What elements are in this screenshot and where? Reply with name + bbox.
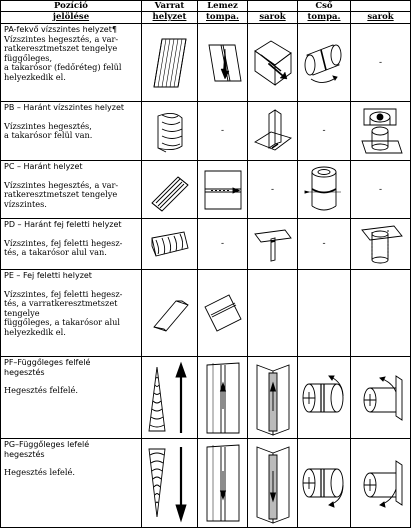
row-pb-plate-butt-dash: - bbox=[198, 102, 248, 161]
row-pe-pipe-butt-blank bbox=[298, 270, 351, 357]
row-pc-pipe-butt-icon bbox=[298, 161, 351, 219]
row-pf-pipe-butt-icon bbox=[298, 357, 351, 439]
row-pf-title-2: hegesztés bbox=[4, 367, 45, 377]
row-pd-description: PD – Haránt fej feletti helyzet Vízszintes, fej feletti hegesz- tés, a takarósor alul van. bbox=[1, 219, 142, 270]
header-plate: Lemez bbox=[198, 1, 248, 12]
row-pg-pipe-corner-icon bbox=[351, 439, 411, 528]
row-pc-title: PC – Haránt helyzet bbox=[4, 162, 83, 171]
row-pg-description: PG–Függőleges lefelé hegesztés Hegesztés lefelé. bbox=[1, 439, 142, 528]
header-pipe-blank bbox=[351, 1, 411, 12]
row-pg bbox=[1, 439, 411, 528]
row-pc-description: PC – Haránt helyzet Vízszintes hegesztés, a var- ratkeresztmetszet tengelye vízszintes. bbox=[1, 161, 142, 219]
row-pc-weld-icon bbox=[142, 161, 198, 219]
row-pg-weld-icon bbox=[142, 439, 198, 528]
row-pf-pipe-corner-icon bbox=[351, 357, 411, 439]
row-pa-pipe-butt-icon bbox=[298, 24, 351, 102]
row-pe-plate-butt-icon bbox=[198, 270, 248, 357]
row-pa bbox=[1, 24, 411, 102]
header-row-1 bbox=[1, 1, 411, 12]
row-pc bbox=[1, 161, 411, 219]
row-pe-description: PE – Fej feletti helyzet Vízszintes, fej feletti hegesz- tés, a varratkeresztmetszet tengelye függőleges, a takarósor alul helyezkedik el. bbox=[1, 270, 142, 357]
row-pg-plate-corner-icon bbox=[248, 439, 298, 528]
header-weld: Varrat bbox=[142, 1, 198, 12]
row-pg-pipe-butt-icon bbox=[298, 439, 351, 528]
row-pb-weld-icon bbox=[142, 102, 198, 161]
header-pipe-corner: sarok bbox=[351, 12, 411, 24]
row-pd-pipe-corner-icon bbox=[351, 219, 411, 270]
header-position: Pozíció bbox=[1, 1, 142, 12]
row-pb-pipe-butt-dash: - bbox=[298, 102, 351, 161]
header-pipe: Cső bbox=[298, 1, 351, 12]
header-pipe-butt: tompa. bbox=[298, 12, 351, 24]
row-pc-plate-butt-icon bbox=[198, 161, 248, 219]
row-pg-plate-butt-icon bbox=[198, 439, 248, 528]
row-pd bbox=[1, 219, 411, 270]
row-pg-title: PG–Függőleges lefelé bbox=[4, 440, 90, 449]
row-pf-title: PF–Függőleges felfelé bbox=[4, 358, 91, 367]
row-pe-pipe-corner-blank bbox=[351, 270, 411, 357]
row-pe-plate-corner-blank bbox=[248, 270, 298, 357]
header-plate-corner: sarok bbox=[248, 12, 298, 24]
row-pf-plate-corner-icon bbox=[248, 357, 298, 439]
row-pd-plate-corner-icon bbox=[248, 219, 298, 270]
header-plate-blank bbox=[248, 1, 298, 12]
row-pf-description: PF–Függőleges felfelé hegesztés Hegesztés felfelé. bbox=[1, 357, 142, 439]
header-position-sub: jelölése bbox=[1, 12, 142, 24]
row-pb-pipe-corner-icon bbox=[351, 102, 411, 161]
row-pd-plate-butt-dash: - bbox=[198, 219, 248, 270]
row-pd-weld-icon bbox=[142, 219, 198, 270]
row-pf-plate-butt-icon bbox=[198, 357, 248, 439]
row-pb-title: PB – Haránt vízszintes helyzet bbox=[4, 103, 125, 112]
row-pa-plate-butt-icon bbox=[198, 24, 248, 102]
row-pa-description: PA-fekvő vízszintes helyzet¶ Vízszintes hegesztés, a var- ratkeresztmetszet tengelye függőleges, a takarósor (fedőréteg) felül helyezkedik el. bbox=[1, 24, 142, 102]
row-pc-plate-corner-dash: - bbox=[248, 161, 298, 219]
row-pd-pipe-butt-dash: - bbox=[298, 219, 351, 270]
row-pc-pipe-corner-dash: - bbox=[351, 161, 411, 219]
row-pa-plate-corner-icon bbox=[248, 24, 298, 102]
row-pb-description: PB – Haránt vízszintes helyzet Vízszintes hegesztés, a takarósor felül van. bbox=[1, 102, 142, 161]
row-pf bbox=[1, 357, 411, 439]
header-row-2 bbox=[1, 12, 411, 24]
row-pe bbox=[1, 270, 411, 357]
row-pe-weld-icon bbox=[142, 270, 198, 357]
row-pd-title: PD – Haránt fej feletti helyzet bbox=[4, 220, 122, 229]
header-plate-butt: tompa. bbox=[198, 12, 248, 24]
row-pa-title: PA-fekvő vízszintes helyzet¶ bbox=[4, 25, 117, 34]
row-pb bbox=[1, 102, 411, 161]
row-pa-pipe-corner-dash: - bbox=[351, 24, 411, 102]
row-pf-weld-icon bbox=[142, 357, 198, 439]
row-pe-title: PE – Fej feletti helyzet bbox=[4, 271, 92, 280]
row-pg-title-2: hegesztés bbox=[4, 449, 45, 459]
header-weld-sub: helyzet bbox=[142, 12, 198, 24]
row-pb-plate-corner-icon bbox=[248, 102, 298, 161]
row-pa-weld-icon bbox=[142, 24, 198, 102]
